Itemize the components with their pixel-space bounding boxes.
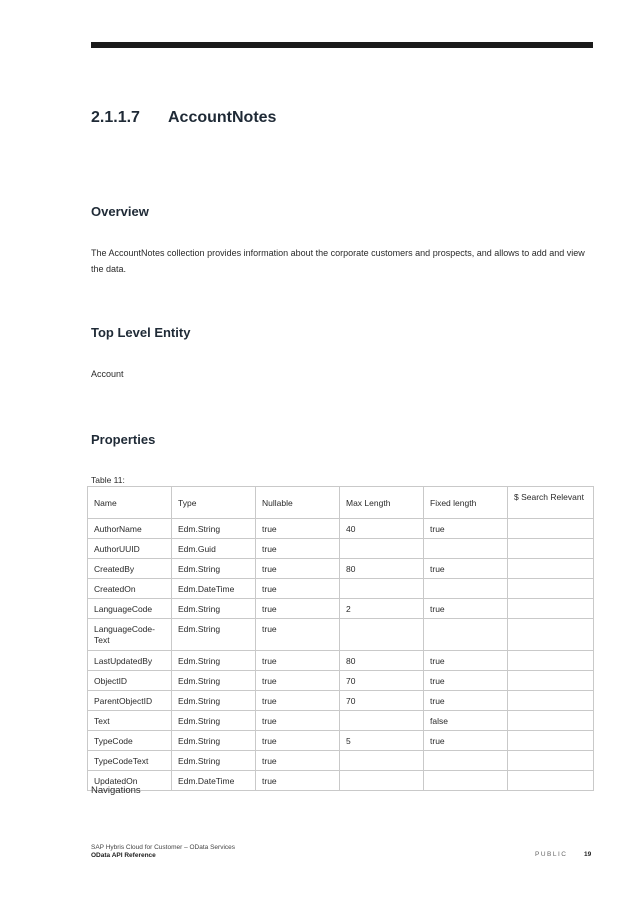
table-cell: Edm.String bbox=[172, 691, 256, 711]
table-cell: Edm.String bbox=[172, 599, 256, 619]
table-cell: true bbox=[256, 751, 340, 771]
table-cell bbox=[424, 771, 508, 791]
table-cell: AuthorUUID bbox=[88, 539, 172, 559]
table-cell: LanguageCode bbox=[88, 599, 172, 619]
table-row bbox=[88, 519, 594, 539]
table-cell: Edm.String bbox=[172, 651, 256, 671]
table-cell: CreatedBy bbox=[88, 559, 172, 579]
column-header: Nullable bbox=[256, 487, 340, 519]
footer-classification: PUBLIC bbox=[535, 851, 568, 858]
table-cell: 40 bbox=[340, 519, 424, 539]
table-cell: false bbox=[424, 711, 508, 731]
column-header: Type bbox=[172, 487, 256, 519]
table-cell bbox=[424, 619, 508, 651]
table-cell: true bbox=[256, 519, 340, 539]
table-row bbox=[88, 731, 594, 751]
table-cell: true bbox=[424, 671, 508, 691]
table-row bbox=[88, 771, 594, 791]
table-cell: CreatedOn bbox=[88, 579, 172, 599]
properties-table bbox=[87, 486, 594, 791]
navigations-label: Navigations bbox=[91, 785, 141, 796]
table-cell: Text bbox=[88, 711, 172, 731]
table-row bbox=[88, 691, 594, 711]
table-cell bbox=[340, 751, 424, 771]
table-cell bbox=[508, 751, 594, 771]
table-cell: 5 bbox=[340, 731, 424, 751]
table-cell bbox=[508, 579, 594, 599]
table-cell: AuthorName bbox=[88, 519, 172, 539]
table-cell: true bbox=[424, 691, 508, 711]
table-cell bbox=[340, 539, 424, 559]
table-cell: 2 bbox=[340, 599, 424, 619]
top-level-entity-heading: Top Level Entity bbox=[91, 325, 191, 340]
table-cell bbox=[340, 711, 424, 731]
table-cell: true bbox=[256, 771, 340, 791]
top-level-entity-value: Account bbox=[91, 369, 124, 379]
section-title: AccountNotes bbox=[168, 109, 277, 126]
table-row bbox=[88, 619, 594, 651]
footer-document-subtitle: OData API Reference bbox=[91, 852, 156, 859]
table-row bbox=[88, 751, 594, 771]
overview-text: The AccountNotes collection provides information about the corporate customers and prospects, and allows to add and view the data. bbox=[91, 248, 585, 274]
table-cell bbox=[508, 691, 594, 711]
table-header-row bbox=[88, 487, 594, 519]
table-cell: 70 bbox=[340, 671, 424, 691]
table-cell bbox=[508, 711, 594, 731]
column-header: Fixed length bbox=[424, 487, 508, 519]
table-cell bbox=[508, 599, 594, 619]
table-cell bbox=[508, 619, 594, 651]
table-cell: true bbox=[256, 619, 340, 651]
table-cell: true bbox=[256, 579, 340, 599]
table-cell bbox=[340, 771, 424, 791]
table-cell: Edm.String bbox=[172, 751, 256, 771]
table-row bbox=[88, 711, 594, 731]
table-row bbox=[88, 579, 594, 599]
table-cell: true bbox=[256, 691, 340, 711]
table-cell: Edm.String bbox=[172, 711, 256, 731]
table-row bbox=[88, 651, 594, 671]
table-cell bbox=[508, 651, 594, 671]
table-cell bbox=[508, 731, 594, 751]
table-cell bbox=[424, 579, 508, 599]
table-cell bbox=[340, 579, 424, 599]
table-cell: TypeCodeText bbox=[88, 751, 172, 771]
table-cell: true bbox=[424, 599, 508, 619]
table-cell: 70 bbox=[340, 691, 424, 711]
table-row bbox=[88, 599, 594, 619]
table-cell: Edm.String bbox=[172, 519, 256, 539]
table-cell: Edm.DateTime bbox=[172, 579, 256, 599]
table-cell: Edm.String bbox=[172, 731, 256, 751]
table-cell bbox=[508, 559, 594, 579]
column-header: Max Length bbox=[340, 487, 424, 519]
table-cell: ParentObjectID bbox=[88, 691, 172, 711]
table-cell: true bbox=[256, 539, 340, 559]
table-cell: true bbox=[424, 559, 508, 579]
table-cell bbox=[424, 751, 508, 771]
table-cell: Edm.String bbox=[172, 619, 256, 651]
table-cell: true bbox=[256, 599, 340, 619]
column-header: $ Search Relevant bbox=[508, 487, 594, 519]
table-cell: Edm.DateTime bbox=[172, 771, 256, 791]
table-cell: 80 bbox=[340, 559, 424, 579]
table-cell: LastUpdatedBy bbox=[88, 651, 172, 671]
column-header: Name bbox=[88, 487, 172, 519]
table-cell bbox=[340, 619, 424, 651]
table-cell: true bbox=[256, 671, 340, 691]
table-cell: true bbox=[256, 651, 340, 671]
table-cell: true bbox=[424, 651, 508, 671]
table-cell: true bbox=[256, 731, 340, 751]
table-cell: UpdatedOn bbox=[88, 771, 172, 791]
table-cell bbox=[508, 539, 594, 559]
table-row bbox=[88, 559, 594, 579]
table-cell: Edm.String bbox=[172, 559, 256, 579]
properties-heading: Properties bbox=[91, 432, 156, 447]
footer-page-number: 19 bbox=[584, 851, 592, 858]
table-cell: 80 bbox=[340, 651, 424, 671]
table-cell: true bbox=[256, 559, 340, 579]
table-cell: true bbox=[256, 711, 340, 731]
table-cell: Edm.Guid bbox=[172, 539, 256, 559]
table-caption: Table 11: bbox=[91, 475, 125, 485]
table-cell: LanguageCode- Text bbox=[88, 619, 172, 651]
table-cell: Edm.String bbox=[172, 671, 256, 691]
table-cell bbox=[424, 539, 508, 559]
table-cell bbox=[508, 771, 594, 791]
table-cell bbox=[508, 671, 594, 691]
table-cell: ObjectID bbox=[88, 671, 172, 691]
table-cell: true bbox=[424, 731, 508, 751]
overview-heading: Overview bbox=[91, 204, 149, 219]
table-row bbox=[88, 539, 594, 559]
section-number: 2.1.1.7 bbox=[91, 109, 140, 126]
table-cell: true bbox=[424, 519, 508, 539]
table-cell bbox=[508, 519, 594, 539]
footer-document-title: SAP Hybris Cloud for Customer – OData Services bbox=[91, 844, 236, 851]
table-cell: TypeCode bbox=[88, 731, 172, 751]
header-rule bbox=[91, 42, 593, 48]
table-row bbox=[88, 671, 594, 691]
